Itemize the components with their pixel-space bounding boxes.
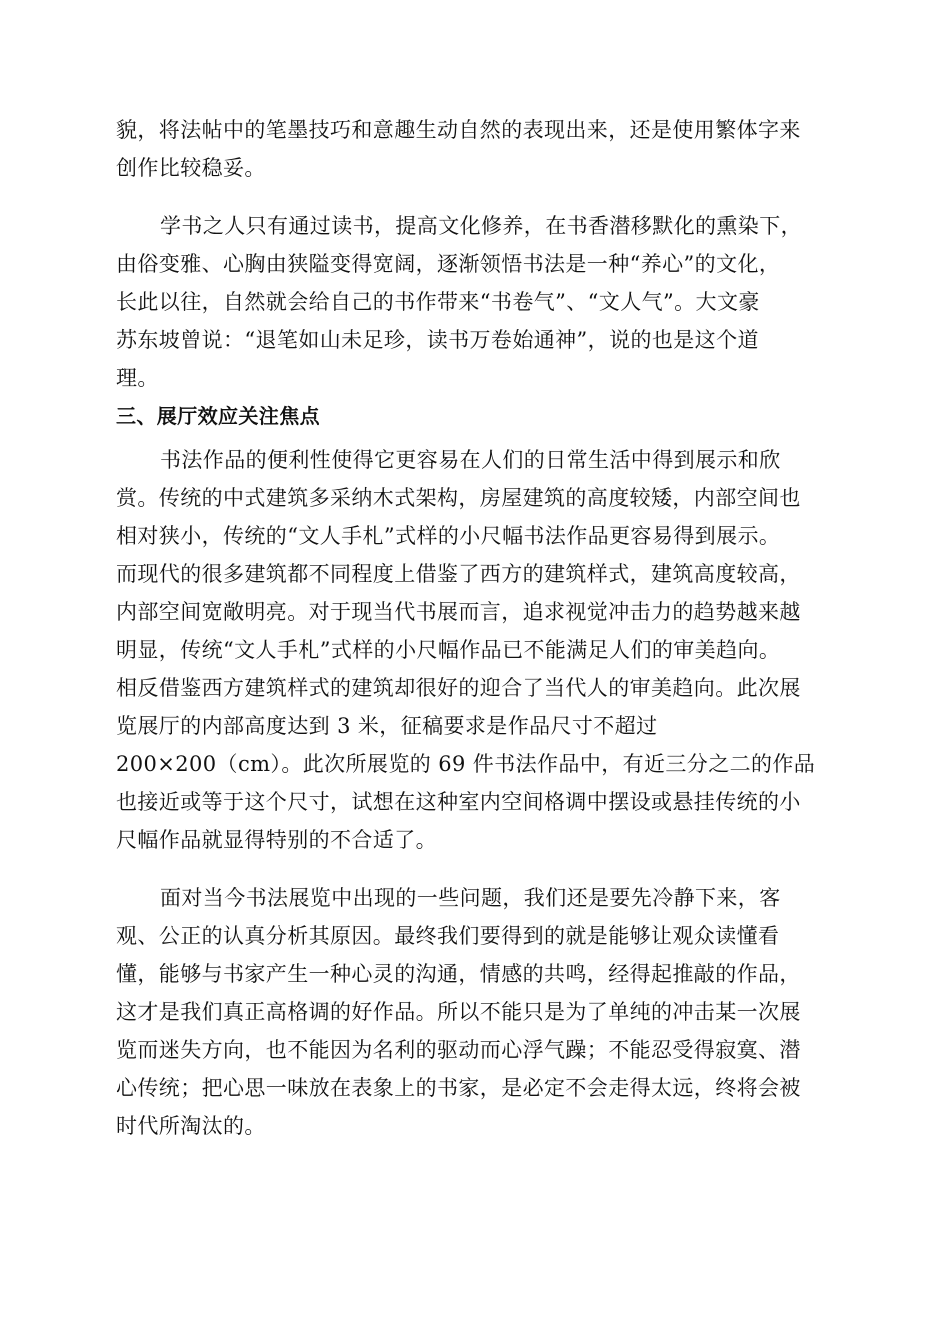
text-line: 学书之人只有通过读书，提高文化修养，在书香潜移默化的熏染下， [160, 214, 802, 238]
text-line: 这才是我们真正高格调的好作品。所以不能只是为了单纯的冲击某一次展 [116, 1000, 801, 1024]
text-line: 览展厅的内部高度达到 3 米，征稿要求是作品尺寸不超过 [116, 714, 658, 738]
paragraph-exhibition-hall [116, 441, 836, 859]
text-line: 内部空间宽敞明亮。对于现当代书展而言，追求视觉冲击力的趋势越来越 [116, 600, 801, 624]
text-line: 苏东坡曾说：“退笔如山未足珍，读书万卷始通神”，说的也是这个道 [116, 328, 759, 352]
text-line: 面对当今书法展览中出现的一些问题，我们还是要先冷静下来，客 [160, 886, 781, 910]
text-line: 貌，将法帖中的笔墨技巧和意趣生动自然的表现出来，还是使用繁体字来 [116, 118, 801, 142]
text-line: 而现代的很多建筑都不同程度上借鉴了西方的建筑样式，建筑高度较高， [116, 562, 801, 586]
text-line: 创作比较稳妥。 [116, 156, 266, 180]
text-line: 相对狭小，传统的“文人手札”式样的小尺幅书法作品更容易得到展示。 [116, 524, 781, 548]
section-heading: 三、展厅效应关注焦点 [116, 404, 320, 428]
text-line: 明显，传统“文人手札”式样的小尺幅作品已不能满足人们的审美趋向。 [116, 638, 781, 662]
text-line: 心传统；把心思一味放在表象上的书家，是必定不会走得太远，终将会被 [116, 1076, 801, 1100]
text-line: 200×200（cm）。此次所展览的 69 件书法作品中，有近三分之二的作品 [116, 752, 816, 776]
document-body [116, 111, 836, 1145]
text-line: 相反借鉴西方建筑样式的建筑却很好的迎合了当代人的审美趋向。此次展 [116, 676, 801, 700]
text-line: 也接近或等于这个尺寸，试想在这种室内空间格调中摆设或悬挂传统的小 [116, 790, 801, 814]
text-line: 赏。传统的中式建筑多采纳木式架构，房屋建筑的高度较矮，内部空间也 [116, 486, 801, 510]
text-line: 观、公正的认真分析其原因。最终我们要得到的就是能够让观众读懂看 [116, 924, 780, 948]
text-line: 尺幅作品就显得特别的不合适了。 [116, 828, 437, 852]
text-line: 懂，能够与书家产生一种心灵的沟通，情感的共鸣，经得起推敲的作品， [116, 962, 801, 986]
text-line: 时代所淘汰的。 [116, 1114, 266, 1138]
text-line: 由俗变雅、心胸由狭隘变得宽阔，逐渐领悟书法是一种“养心”的文化， [116, 252, 781, 276]
paragraph-continued [116, 111, 836, 187]
text-line: 长此以往，自然就会给自己的书作带来“书卷气”、“文人气”。大文豪 [116, 290, 760, 314]
text-line: 理。 [116, 366, 159, 390]
text-line: 览而迷失方向，也不能因为名利的驱动而心浮气躁；不能忍受得寂寞、潜 [116, 1038, 801, 1062]
text-line: 书法作品的便利性使得它更容易在人们的日常生活中得到展示和欣 [160, 448, 781, 472]
paragraph-conclusion [116, 879, 836, 1145]
paragraph-reading-books [116, 207, 836, 397]
